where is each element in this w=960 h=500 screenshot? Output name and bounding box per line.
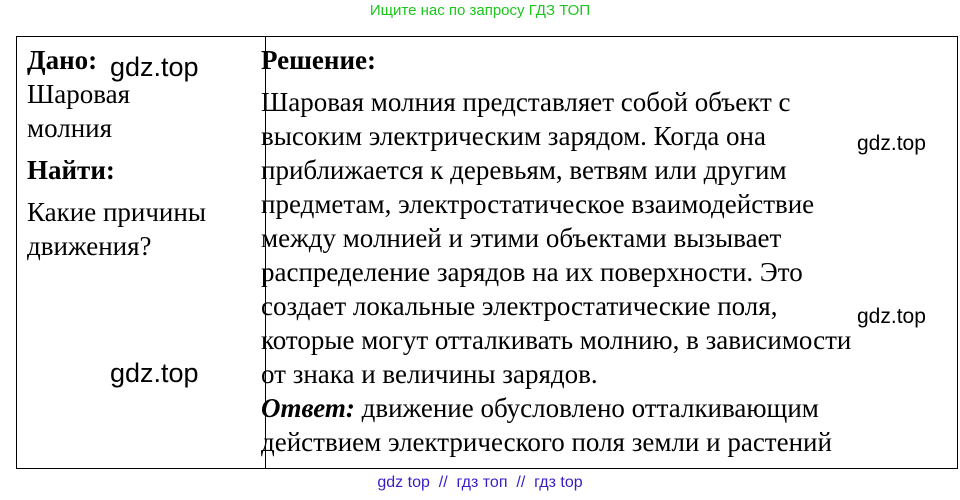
find-line: Какие причины (27, 197, 206, 227)
solution-line: предметам, электростатическое взаимодействие (261, 189, 815, 219)
answer-label: Ответ: (261, 393, 355, 423)
given-line: Шаровая (27, 79, 131, 109)
solution-line: создает локальные электростатические поля, (261, 291, 778, 321)
footer-watermark: gdz top // гдз топ // гдз top (377, 474, 583, 491)
solution-heading: Решение: (261, 45, 376, 75)
find-heading: Найти: (27, 155, 115, 185)
watermark: gdz.top (110, 358, 199, 388)
solution-line: приближается к деревьям, ветвям или другим (261, 155, 787, 185)
find-line: движения? (27, 231, 152, 261)
top-banner: Ищите нас по запросу ГДЗ ТОП (369, 2, 591, 19)
solution-line: между молнией и этими объектами вызывает (261, 223, 782, 253)
watermark: gdz.top (857, 132, 926, 155)
solution-line: от знака и величины зарядов. (261, 359, 598, 389)
solution-line: которые могут отталкивать молнию, в зависимости (261, 325, 852, 355)
solution-line: распределение зарядов на их поверхности. Это (261, 257, 803, 287)
given-line: молния (27, 113, 113, 143)
watermark: gdz.top (110, 52, 199, 82)
solution-line: Шаровая молния представляет собой объект с (261, 87, 791, 117)
answer-line (261, 391, 951, 425)
watermark: gdz.top (857, 305, 926, 328)
answer-text: движение обусловлено отталкивающим (354, 393, 819, 423)
solution-line: высоким электрическим зарядом. Когда она (261, 121, 766, 151)
solution-column (261, 43, 951, 459)
solution-table (16, 36, 958, 469)
given-heading: Дано: (27, 45, 98, 75)
answer-line: действием электрического поля земли и растений (261, 427, 832, 457)
